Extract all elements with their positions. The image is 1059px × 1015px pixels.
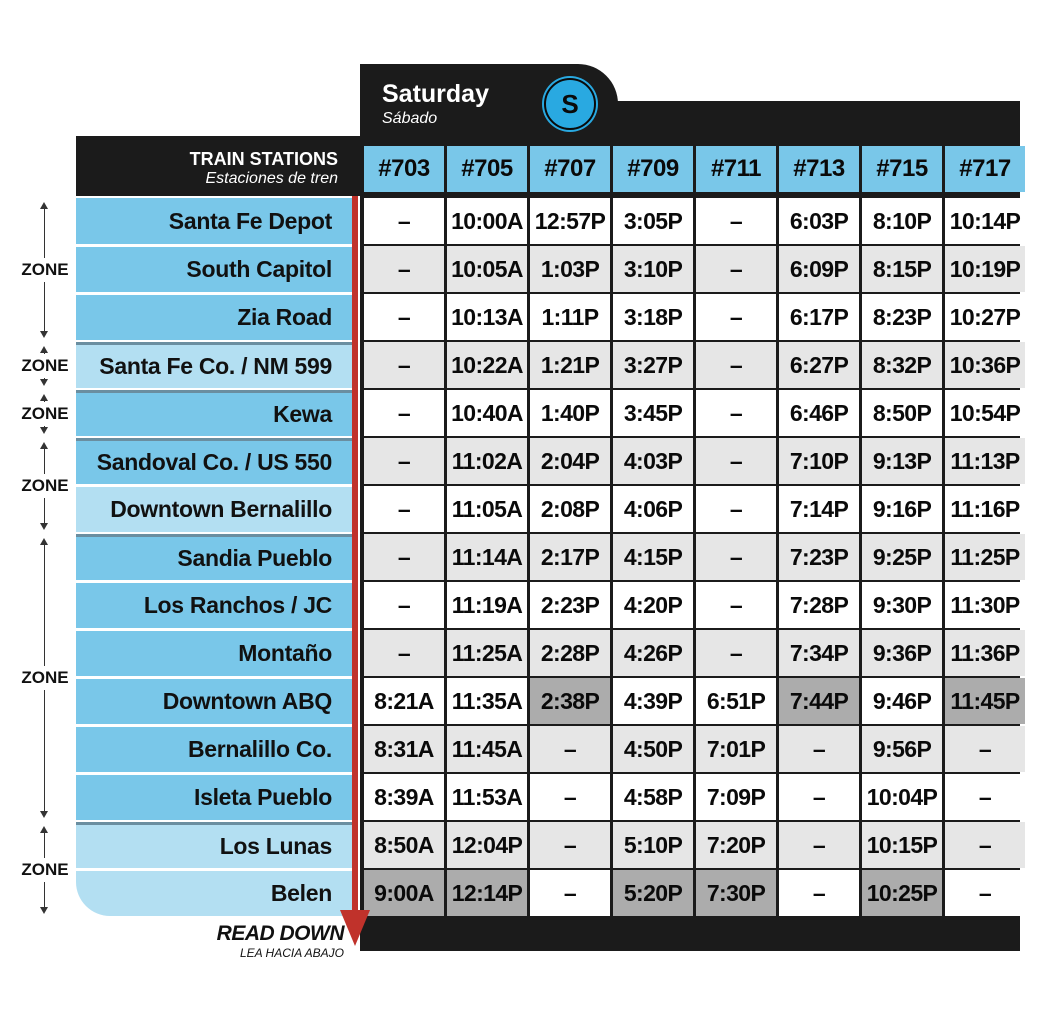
time-cell: 7:14P xyxy=(779,486,859,532)
time-cell: 9:30P xyxy=(862,582,942,628)
time-cell: – xyxy=(696,390,776,436)
station-name: Santa Fe Depot xyxy=(76,198,352,244)
station-name: Los Lunas xyxy=(76,822,352,868)
time-cell: – xyxy=(779,822,859,868)
zone-line xyxy=(44,208,45,258)
station-name: Belen xyxy=(76,870,352,916)
read-down-line xyxy=(352,196,358,916)
read-down-sublabel: LEA HACIA ABAJO xyxy=(239,946,344,960)
time-cell: 2:23P xyxy=(530,582,610,628)
time-cell: 3:10P xyxy=(613,246,693,292)
zone-line xyxy=(44,690,45,811)
time-cell: 10:05A xyxy=(447,246,527,292)
station-name: Downtown ABQ xyxy=(76,678,352,724)
time-cell: 7:28P xyxy=(779,582,859,628)
time-cell: – xyxy=(696,198,776,244)
time-cell: – xyxy=(945,774,1025,820)
time-cell: – xyxy=(364,342,444,388)
time-cell: 12:04P xyxy=(447,822,527,868)
time-cell: 7:09P xyxy=(696,774,776,820)
time-cell: 8:23P xyxy=(862,294,942,340)
time-cell: – xyxy=(779,870,859,916)
time-cell: – xyxy=(364,582,444,628)
time-cell: – xyxy=(696,246,776,292)
time-cell: 3:27P xyxy=(613,342,693,388)
time-cell: 12:57P xyxy=(530,198,610,244)
zone-arrow-down-icon xyxy=(40,907,48,914)
time-cell: – xyxy=(530,822,610,868)
time-cell: 4:50P xyxy=(613,726,693,772)
stations-header-sub: Estaciones de tren xyxy=(205,170,338,187)
time-cell: – xyxy=(945,870,1025,916)
time-cell: – xyxy=(364,486,444,532)
zone-line xyxy=(44,448,45,474)
time-cell: 11:02A xyxy=(447,438,527,484)
time-cell: 1:40P xyxy=(530,390,610,436)
time-cell: 1:03P xyxy=(530,246,610,292)
saturday-badge-icon: S xyxy=(544,78,596,130)
zone-arrow-down-icon xyxy=(40,331,48,338)
time-cell: – xyxy=(364,438,444,484)
zone-arrow-down-icon xyxy=(40,427,48,434)
zone-line xyxy=(44,400,45,402)
time-cell: 7:23P xyxy=(779,534,859,580)
time-cell: 10:27P xyxy=(945,294,1025,340)
train-header: #717 xyxy=(945,146,1025,192)
time-cell: 10:19P xyxy=(945,246,1025,292)
zone-label: ZONE xyxy=(21,356,69,375)
zone-line xyxy=(44,282,45,331)
zone-label: ZONE xyxy=(21,476,69,495)
time-cell: 2:28P xyxy=(530,630,610,676)
read-down-arrow-icon xyxy=(340,910,370,946)
zone-line xyxy=(44,832,45,858)
time-cell: 4:58P xyxy=(613,774,693,820)
zone-line xyxy=(44,352,45,354)
time-cell: – xyxy=(364,534,444,580)
time-cell: 7:01P xyxy=(696,726,776,772)
time-cell: 7:10P xyxy=(779,438,859,484)
time-cell: 11:13P xyxy=(945,438,1025,484)
time-cell: 4:03P xyxy=(613,438,693,484)
train-header: #707 xyxy=(530,146,610,192)
station-name: Kewa xyxy=(76,390,352,436)
time-cell: 6:17P xyxy=(779,294,859,340)
zone-line xyxy=(44,426,45,427)
time-cell: 3:05P xyxy=(613,198,693,244)
time-cell: 10:22A xyxy=(447,342,527,388)
time-cell: – xyxy=(696,342,776,388)
time-cell: 10:00A xyxy=(447,198,527,244)
time-cell: 4:39P xyxy=(613,678,693,724)
time-cell: 4:26P xyxy=(613,630,693,676)
time-cell: – xyxy=(696,630,776,676)
time-cell: 9:16P xyxy=(862,486,942,532)
time-cell: 6:09P xyxy=(779,246,859,292)
time-cell: 11:25A xyxy=(447,630,527,676)
time-cell: 8:15P xyxy=(862,246,942,292)
time-cell: 11:25P xyxy=(945,534,1025,580)
time-cell: 11:30P xyxy=(945,582,1025,628)
time-cell: 11:16P xyxy=(945,486,1025,532)
time-cell: – xyxy=(530,774,610,820)
train-header: #713 xyxy=(779,146,859,192)
station-name: Los Ranchos / JC xyxy=(76,582,352,628)
time-cell: 9:00A xyxy=(364,870,444,916)
zone-line xyxy=(44,882,45,907)
station-name: Sandoval Co. / US 550 xyxy=(76,438,352,484)
day-subtitle: Sábado xyxy=(382,110,438,127)
time-cell: 4:06P xyxy=(613,486,693,532)
time-cell: 4:15P xyxy=(613,534,693,580)
time-cell: 6:03P xyxy=(779,198,859,244)
time-cell: 2:08P xyxy=(530,486,610,532)
time-cell: 2:17P xyxy=(530,534,610,580)
time-cell: 10:13A xyxy=(447,294,527,340)
time-cell: 4:20P xyxy=(613,582,693,628)
time-cell: 10:14P xyxy=(945,198,1025,244)
time-cell: 11:53A xyxy=(447,774,527,820)
time-cell: 8:50A xyxy=(364,822,444,868)
time-cell: 5:10P xyxy=(613,822,693,868)
station-name: Downtown Bernalillo xyxy=(76,486,352,532)
time-cell: – xyxy=(364,390,444,436)
train-header: #703 xyxy=(364,146,444,192)
time-cell: 3:45P xyxy=(613,390,693,436)
time-cell: 7:20P xyxy=(696,822,776,868)
time-cell: 6:51P xyxy=(696,678,776,724)
station-name: Sandia Pueblo xyxy=(76,534,352,580)
time-cell: 10:54P xyxy=(945,390,1025,436)
time-cell: 6:27P xyxy=(779,342,859,388)
day-title: Saturday xyxy=(382,80,489,108)
train-header: #715 xyxy=(862,146,942,192)
time-cell: 11:45A xyxy=(447,726,527,772)
time-cell: – xyxy=(945,822,1025,868)
time-cell: 8:32P xyxy=(862,342,942,388)
time-cell: 11:14A xyxy=(447,534,527,580)
time-cell: 7:30P xyxy=(696,870,776,916)
time-cell: – xyxy=(945,726,1025,772)
time-cell: – xyxy=(364,246,444,292)
zone-label: ZONE xyxy=(21,260,69,279)
time-cell: 8:50P xyxy=(862,390,942,436)
time-cell: 12:14P xyxy=(447,870,527,916)
time-cell: 1:21P xyxy=(530,342,610,388)
time-cell: 9:25P xyxy=(862,534,942,580)
zone-line xyxy=(44,378,45,379)
time-cell: 11:05A xyxy=(447,486,527,532)
zone-line xyxy=(44,498,45,523)
time-cell: – xyxy=(696,294,776,340)
train-header: #711 xyxy=(696,146,776,192)
station-name: Bernalillo Co. xyxy=(76,726,352,772)
time-cell: 11:35A xyxy=(447,678,527,724)
station-name: Santa Fe Co. / NM 599 xyxy=(76,342,352,388)
zone-arrow-down-icon xyxy=(40,523,48,530)
time-cell: 7:34P xyxy=(779,630,859,676)
time-cell: 10:36P xyxy=(945,342,1025,388)
station-name: Isleta Pueblo xyxy=(76,774,352,820)
train-header: #709 xyxy=(613,146,693,192)
station-name: Zia Road xyxy=(76,294,352,340)
station-name: Montaño xyxy=(76,630,352,676)
time-cell: 9:13P xyxy=(862,438,942,484)
time-cell: 3:18P xyxy=(613,294,693,340)
time-cell: 10:15P xyxy=(862,822,942,868)
time-cell: 10:40A xyxy=(447,390,527,436)
time-cell: 11:45P xyxy=(945,678,1025,724)
time-cell: – xyxy=(779,774,859,820)
time-cell: – xyxy=(696,534,776,580)
time-cell: – xyxy=(364,294,444,340)
time-cell: 8:21A xyxy=(364,678,444,724)
time-cell: 6:46P xyxy=(779,390,859,436)
zone-label: ZONE xyxy=(21,860,69,879)
time-cell: 11:19A xyxy=(447,582,527,628)
time-cell: 10:25P xyxy=(862,870,942,916)
time-cell: – xyxy=(530,870,610,916)
time-cell: – xyxy=(364,198,444,244)
time-cell: – xyxy=(696,438,776,484)
time-cell: 5:20P xyxy=(613,870,693,916)
time-cell: 11:36P xyxy=(945,630,1025,676)
zone-arrow-down-icon xyxy=(40,379,48,386)
time-cell: 2:38P xyxy=(530,678,610,724)
zone-arrow-down-icon xyxy=(40,811,48,818)
time-cell: 8:31A xyxy=(364,726,444,772)
read-down-label: READ DOWN xyxy=(216,922,344,945)
time-cell: 2:04P xyxy=(530,438,610,484)
time-cell: – xyxy=(364,630,444,676)
time-cell: 7:44P xyxy=(779,678,859,724)
zone-label: ZONE xyxy=(21,668,69,687)
train-header: #705 xyxy=(447,146,527,192)
time-cell: – xyxy=(779,726,859,772)
station-name: South Capitol xyxy=(76,246,352,292)
time-cell: 9:56P xyxy=(862,726,942,772)
time-cell: – xyxy=(696,486,776,532)
stations-header: TRAIN STATIONS xyxy=(189,149,338,169)
time-cell: 10:04P xyxy=(862,774,942,820)
time-cell: 1:11P xyxy=(530,294,610,340)
time-cell: 9:46P xyxy=(862,678,942,724)
zone-line xyxy=(44,544,45,666)
time-cell: – xyxy=(530,726,610,772)
time-cell: 8:39A xyxy=(364,774,444,820)
time-cell: 8:10P xyxy=(862,198,942,244)
zone-label: ZONE xyxy=(21,404,69,423)
time-cell: 9:36P xyxy=(862,630,942,676)
time-cell: – xyxy=(696,582,776,628)
